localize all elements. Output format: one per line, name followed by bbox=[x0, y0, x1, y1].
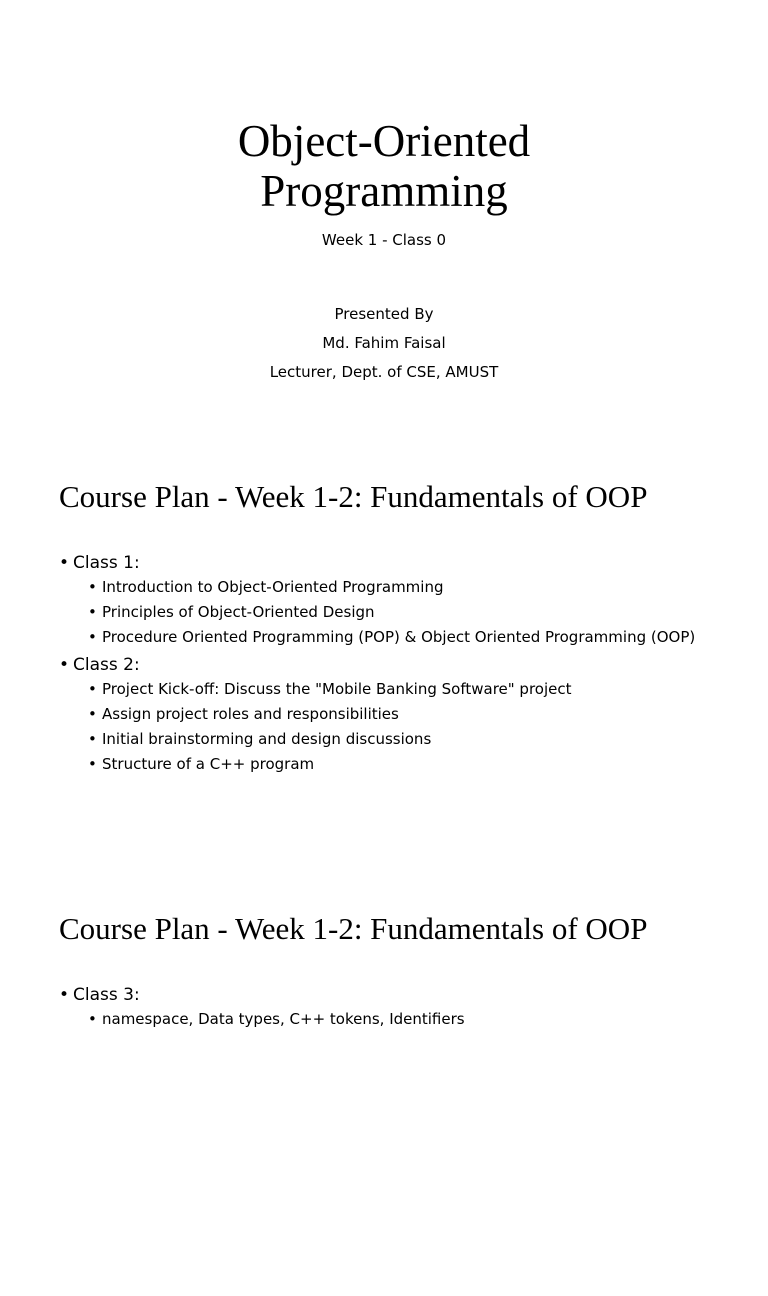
class-label: Class 1: bbox=[73, 553, 140, 573]
slide-title-line-2: Programming bbox=[260, 166, 508, 216]
bullet-list bbox=[59, 984, 699, 1036]
class-label: Class 3: bbox=[73, 985, 140, 1005]
presenter-affiliation: Lecturer, Dept. of CSE, AMUST bbox=[269, 363, 499, 381]
slide-heading: Course Plan - Week 1-2: Fundamentals of OOP bbox=[59, 479, 648, 514]
class-1-items bbox=[59, 577, 699, 648]
list-item bbox=[59, 729, 699, 750]
class-3-items bbox=[59, 1009, 699, 1030]
list-item-text: namespace, Data types, C++ tokens, Identifiers bbox=[102, 1010, 465, 1028]
class-label: Class 2: bbox=[73, 655, 140, 675]
list-item-text: Procedure Oriented Programming (POP) & Object Oriented Programming (OOP) bbox=[102, 628, 696, 646]
list-item bbox=[59, 704, 699, 725]
class-2-bullet bbox=[59, 654, 699, 676]
list-item-text: Introduction to Object-Oriented Programming bbox=[102, 578, 444, 596]
bullet-list bbox=[59, 552, 699, 781]
slide-title bbox=[0, 116, 768, 216]
class-3-bullet bbox=[59, 984, 699, 1006]
list-item-text: Principles of Object-Oriented Design bbox=[102, 603, 375, 621]
course-plan-slide-1 bbox=[0, 432, 768, 864]
list-item bbox=[59, 1009, 699, 1030]
presenter-block bbox=[0, 300, 768, 387]
presented-by-label: Presented By bbox=[334, 305, 434, 323]
list-item bbox=[59, 602, 699, 623]
slide-subtitle: Week 1 - Class 0 bbox=[321, 231, 447, 249]
course-plan-slide-2 bbox=[0, 864, 768, 1296]
list-item-text: Project Kick-off: Discuss the "Mobile Banking Software" project bbox=[102, 680, 572, 698]
presenter-name: Md. Fahim Faisal bbox=[322, 334, 446, 352]
list-item bbox=[59, 754, 699, 775]
list-item bbox=[59, 627, 699, 648]
slide-title-line-1: Object-Oriented bbox=[237, 116, 531, 166]
class-1-bullet bbox=[59, 552, 699, 574]
list-item-text: Initial brainstorming and design discussions bbox=[102, 730, 432, 748]
list-item-text: Assign project roles and responsibilities bbox=[102, 705, 399, 723]
slide-heading: Course Plan - Week 1-2: Fundamentals of OOP bbox=[59, 911, 648, 946]
list-item bbox=[59, 679, 699, 700]
class-2-items bbox=[59, 679, 699, 775]
list-item bbox=[59, 577, 699, 598]
list-item-text: Structure of a C++ program bbox=[102, 755, 315, 773]
title-slide bbox=[0, 0, 768, 432]
